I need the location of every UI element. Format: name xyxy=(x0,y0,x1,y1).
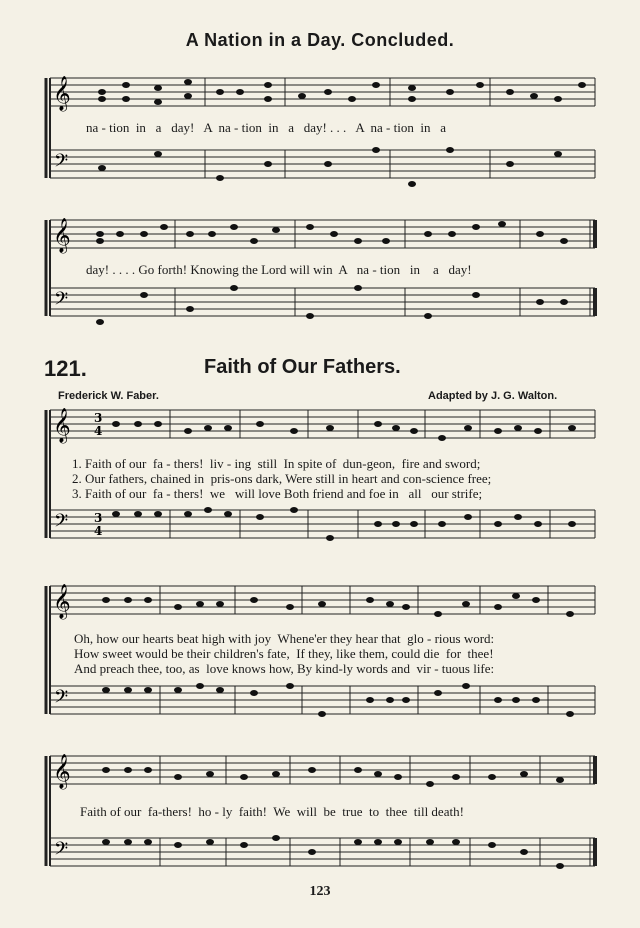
svg-text:𝄞: 𝄞 xyxy=(53,584,71,619)
hymn-number: 121. xyxy=(44,356,87,381)
lyric-nation-line-2: day! . . . . Go forth! Knowing the Lord will win A na - tion in a day! xyxy=(86,262,472,277)
svg-text:𝄢: 𝄢 xyxy=(54,151,69,176)
hymn-author: Frederick W. Faber. xyxy=(58,390,159,402)
hymn-title: Faith of Our Fathers. xyxy=(204,356,401,378)
svg-text:𝄞: 𝄞 xyxy=(53,754,71,789)
svg-text:𝄢: 𝄢 xyxy=(54,687,69,712)
svg-text:3: 3 xyxy=(94,411,103,425)
page-title: A Nation in a Day. Concluded. xyxy=(185,30,455,50)
music-staff-system-nation-2 xyxy=(40,212,600,342)
svg-text:3: 3 xyxy=(94,511,103,525)
lyric-verse-3: 3. Faith of our fa - thers! we will love Both friend and foe in all our strife; xyxy=(72,486,483,501)
page-number: 123 xyxy=(309,884,331,899)
lyric-nation-line-1: na - tion in a day! A na - tion in a day! . . . A na - tion in a xyxy=(86,120,446,135)
lyric-line2-verse-3: And preach thee, too, as love knows how, By kind-ly words and vir - tuous life: xyxy=(74,661,495,676)
svg-text:𝄞: 𝄞 xyxy=(53,408,71,443)
svg-text:𝄢: 𝄢 xyxy=(54,289,69,314)
lyric-line2-verse-2: How sweet would be their children's fate, If they, like them, could die for thee! xyxy=(74,646,494,661)
svg-text:𝄞: 𝄞 xyxy=(53,76,71,111)
lyric-refrain: Faith of our fa-thers! ho - ly faith! We will be true to thee till death! xyxy=(80,804,464,819)
svg-text:4: 4 xyxy=(94,524,103,538)
svg-text:𝄢: 𝄢 xyxy=(54,511,69,536)
svg-text:𝄞: 𝄞 xyxy=(53,218,71,253)
music-staff-system-nation-1 xyxy=(40,70,600,210)
svg-text:4: 4 xyxy=(94,424,103,438)
lyric-verse-1: 1. Faith of our fa - thers! liv - ing still In spite of dun-geon, fire and sword; xyxy=(72,456,481,471)
hymn-composer: Adapted by J. G. Walton. xyxy=(428,390,558,402)
lyric-verse-2: 2. Our fathers, chained in pris-ons dark, Were still in heart and con-science free; xyxy=(72,471,492,486)
svg-text:𝄢: 𝄢 xyxy=(54,839,69,864)
lyric-line2-verse-1: Oh, how our hearts beat high with joy Whene'er they hear that glo - rious word: xyxy=(74,631,495,646)
